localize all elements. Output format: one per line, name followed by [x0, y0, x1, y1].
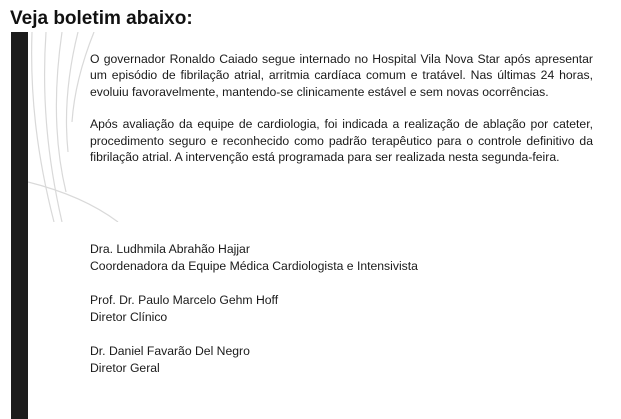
signatory-name: Dr. Daniel Favarão Del Negro — [90, 344, 250, 358]
signature — [90, 292, 418, 326]
page-heading: Veja boletim abaixo: — [10, 8, 193, 29]
bulletin-paragraph: Após avaliação da equipe de cardiologia, foi indicada a realização de ablação por cateter, procedimento seguro e reconhecido como padrão terapêutico para o controle definitivo da fibrilação atrial. A intervenção está programada para ser realizada nesta segunda-feira. — [90, 117, 593, 165]
signatory-title: Diretor Geral — [90, 361, 160, 375]
signatory-name: Dra. Ludhmila Abrahão Hajjar — [90, 242, 250, 256]
signatory-title: Coordenadora da Equipe Médica Cardiologista e Intensivista — [90, 259, 418, 273]
signatory-title: Diretor Clínico — [90, 310, 168, 324]
signatory-name: Prof. Dr. Paulo Marcelo Gehm Hoff — [90, 293, 279, 307]
bulletin-body — [90, 51, 593, 165]
signature — [90, 343, 418, 377]
left-accent-bar — [11, 32, 28, 419]
signature-block — [90, 241, 418, 394]
signature — [90, 241, 418, 275]
bulletin-paragraph: O governador Ronaldo Caiado segue internado no Hospital Vila Nova Star após apresentar um episódio de fibrilação atrial, arritmia cardíaca comum e tratável. Nas últimas 24 horas, evoluiu favoravelmente, mantendo-se clinicamente estável e sem novas ocorrências. — [90, 52, 593, 99]
